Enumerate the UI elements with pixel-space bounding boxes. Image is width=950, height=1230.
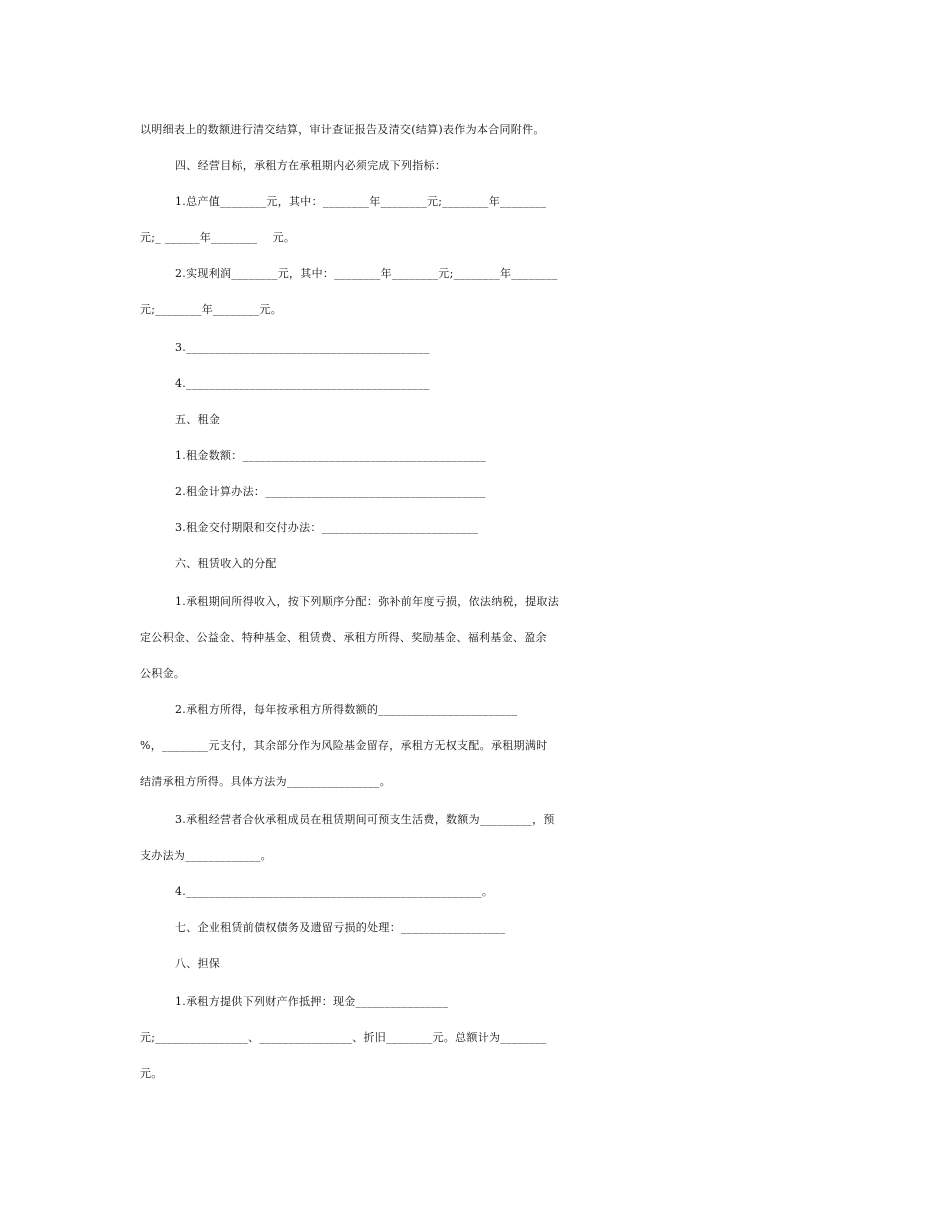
text-line: 元。: [140, 1067, 163, 1080]
text-line: 3.__________________________________________: [175, 341, 430, 354]
text-line: 1.租金数额：__________________________________________: [175, 449, 487, 462]
text-line: 元;_ ______年________ 元。: [140, 231, 296, 244]
section-heading: 七、企业租赁前债权债务及遗留亏损的处理：__________________: [175, 921, 506, 934]
text-line: 以明细表上的数额进行清交结算，审计查证报告及清交(结算)表作为本合同附件。: [140, 123, 545, 136]
text-line: 2.实现利润________元，其中：________年________元;________年________: [175, 267, 558, 280]
text-line: 元;________年________元。: [140, 303, 283, 316]
section-heading: 五、租金: [175, 413, 221, 426]
text-line: 3.承租经营者合伙承租成员在租赁期间可预支生活费，数额为_________，预: [175, 813, 555, 826]
text-line: 4.__________________________________________: [175, 377, 430, 390]
section-heading: 四、经营目标，承租方在承租期内必须完成下列指标：: [175, 159, 447, 172]
text-line: %，________元支付，其余部分作为风险基金留存，承租方无权支配。承租期满时: [140, 739, 548, 752]
text-line: 3.租金交付期限和交付办法：___________________________: [175, 521, 479, 534]
section-heading: 六、租赁收入的分配: [175, 557, 277, 570]
section-heading: 八、担保: [175, 957, 221, 970]
text-line: 4.___________________________________________________。: [175, 885, 494, 898]
text-line: 结清承租方所得。具体方法为________________。: [140, 775, 391, 788]
text-line: 公积金。: [140, 667, 186, 680]
text-line: 1.承租方提供下列财产作抵押：现金________________: [175, 995, 449, 1008]
text-line: 2.租金计算办法：______________________________________: [175, 485, 486, 498]
text-line: 定公积金、公益金、特种基金、租赁费、承租方所得、奖励基金、福利基金、盈余: [140, 631, 547, 644]
text-line: 2.承租方所得，每年按承租方所得数额的________________________: [175, 703, 518, 716]
text-line: 1.总产值________元，其中：________年________元;________年________: [175, 195, 547, 208]
text-line: 支办法为_____________。: [140, 849, 272, 862]
text-line: 元;________________、________________、折旧________元。总额计为________: [140, 1031, 547, 1044]
text-line: 1.承租期间所得收入，按下列顺序分配：弥补前年度亏损，依法纳税，提取法: [175, 595, 559, 608]
